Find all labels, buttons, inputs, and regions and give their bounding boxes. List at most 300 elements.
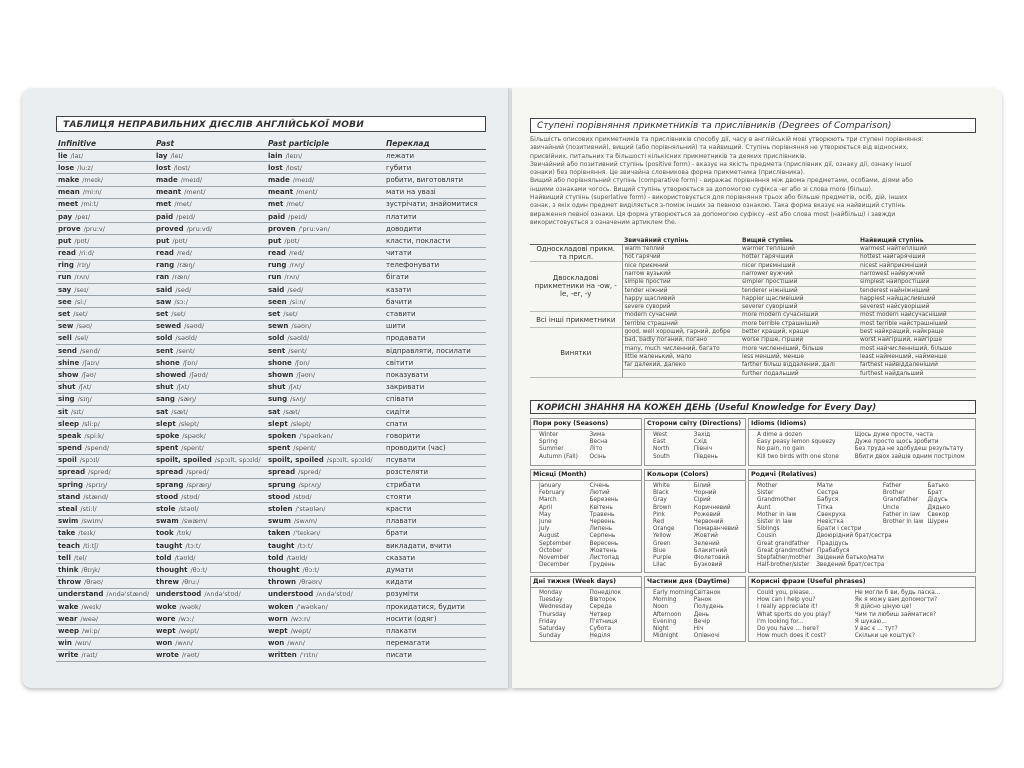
verb-row xyxy=(56,600,486,612)
verb-form-cell xyxy=(56,393,154,405)
intro-line: ознаки) без порівняння. Це звичайна словникова форма прикметника (прислівника). xyxy=(530,169,805,177)
degree-cell: tender ніжний xyxy=(622,286,740,294)
ukrainian-term: Сестра xyxy=(817,490,839,497)
verb-form-cell xyxy=(266,503,384,515)
degree-cell: happiest найщасливіший xyxy=(858,295,976,303)
verb-form: sent xyxy=(268,346,286,355)
verb-form-cell xyxy=(154,442,266,454)
transcription: /sti:l/ xyxy=(80,505,97,514)
english-term: Sister in law xyxy=(757,519,793,526)
verb-form-cell xyxy=(266,418,384,430)
header-infinitive: Infinitive xyxy=(56,138,154,150)
transcription: /stəʊl/ xyxy=(178,505,199,514)
ukrainian-term: Бабуся xyxy=(817,497,839,504)
verb-form-cell xyxy=(266,369,384,381)
english-term: How much does it cost? xyxy=(757,633,826,640)
verb-form-cell xyxy=(266,210,384,222)
english-term: Aunt xyxy=(757,504,771,511)
ukrainian-term: Щось дуже просте, часта xyxy=(854,432,934,438)
left-page xyxy=(22,88,510,688)
verb-form-cell xyxy=(56,540,154,552)
verb-form-cell xyxy=(154,405,266,417)
verb-form: stand xyxy=(58,492,81,501)
verb-row xyxy=(56,308,486,320)
header-past-participle: Past participle xyxy=(266,138,384,150)
verb-form: sat xyxy=(156,407,169,416)
degrees-header-comparative: Вищий ступінь xyxy=(740,236,858,245)
verb-form-cell xyxy=(266,320,384,332)
ukrainian-term xyxy=(928,555,972,562)
verb-form: sewed xyxy=(156,322,182,331)
knowledge-title: КОРИСНІ ЗНАННЯ НА КОЖЕН ДЕНЬ (Useful Knowledge for Every Day) xyxy=(530,400,976,414)
degree-cell: narrow вузький xyxy=(622,270,740,278)
ukrainian-term: Грудень xyxy=(589,562,615,569)
transcription: /ʌndə'stʊd/ xyxy=(204,590,241,599)
ukrainian-term: Жовтий xyxy=(693,533,718,540)
verb-form: win xyxy=(58,639,72,648)
degree-cell: better кращий, краще xyxy=(740,328,858,336)
translation-cell: говорити xyxy=(384,430,486,442)
degree-cell: more численніший, більше xyxy=(740,344,858,352)
verb-form: weep xyxy=(58,626,79,635)
translation-cell: носити (одяг) xyxy=(384,613,486,625)
verb-form: meant xyxy=(156,188,182,197)
ukrainian-term: Весна xyxy=(589,439,608,446)
verb-form: set xyxy=(156,310,169,319)
verb-form: spoil xyxy=(58,456,77,465)
colors-item xyxy=(653,562,742,569)
verb-form: shut xyxy=(156,383,174,392)
english-term: Blue xyxy=(653,547,666,554)
verb-form: met xyxy=(156,200,172,209)
degree-row xyxy=(530,262,976,270)
english-term: I really appreciate it! xyxy=(757,604,818,611)
degree-cell: simplest найпростіший xyxy=(858,278,976,286)
transcription: /pʊt/ xyxy=(284,236,300,245)
relatives-box xyxy=(748,469,976,573)
ukrainian-term: Ранок xyxy=(693,597,712,604)
verb-form-cell xyxy=(154,296,266,308)
ukrainian-term: Травень xyxy=(589,511,615,518)
verb-form: tell xyxy=(58,553,71,562)
transcription: /spɔɪlt, spɔɪld/ xyxy=(214,456,261,465)
verb-form-cell xyxy=(154,625,266,637)
verb-row xyxy=(56,588,486,600)
transcription: /ʌndə'stʊd/ xyxy=(316,590,353,599)
relatives-item xyxy=(757,497,972,504)
transcription: /spəʊk/ xyxy=(182,431,206,440)
verb-form: see xyxy=(58,297,72,306)
transcription: /səʊd/ xyxy=(184,322,205,331)
verb-form-cell xyxy=(56,564,154,576)
transcription: /spræŋ/ xyxy=(186,480,212,489)
verb-form: spoken xyxy=(268,431,297,440)
verb-form-cell xyxy=(56,381,154,393)
verb-form-cell xyxy=(266,625,384,637)
verb-form: steal xyxy=(58,505,78,514)
transcription: /met/ xyxy=(286,200,304,209)
transcription: /'wəʊkən/ xyxy=(296,602,328,611)
ukrainian-term: Тітка xyxy=(817,504,833,511)
ukrainian-term: Південь xyxy=(693,453,718,460)
degree-cell: further подальший xyxy=(740,369,858,377)
months-item xyxy=(539,490,638,497)
ukrainian-term: Вечір xyxy=(693,618,711,625)
english-term: March xyxy=(539,497,557,504)
verb-form-cell xyxy=(154,649,266,661)
english-term: Orange xyxy=(653,526,675,533)
transcription: /stʊd/ xyxy=(293,492,312,501)
verb-form-cell xyxy=(154,308,266,320)
english-term: Noon xyxy=(653,604,669,611)
ukrainian-term: Прадідусь xyxy=(817,540,849,547)
verbs-header-row xyxy=(56,138,486,150)
colors-item xyxy=(653,505,742,512)
verb-form-cell xyxy=(56,479,154,491)
transcription: /wept/ xyxy=(290,626,311,635)
english-term: Tuesday xyxy=(539,597,563,604)
ukrainian-term: П'ятниця xyxy=(589,618,618,625)
transcription: /ti:tʃ/ xyxy=(82,541,99,550)
header-translation: Переклад xyxy=(384,138,486,150)
transcription: /sed/ xyxy=(175,285,192,294)
translation-cell: робити, виготовляти xyxy=(384,174,486,186)
verb-form: spread xyxy=(156,468,184,477)
degree-cell xyxy=(622,369,740,377)
verb-form-cell xyxy=(154,174,266,186)
verb-form-cell xyxy=(56,442,154,454)
verb-form: written xyxy=(268,651,297,660)
english-term: Half-brother/sister xyxy=(757,562,810,569)
transcription: /slept/ xyxy=(178,419,199,428)
english-term: Brown xyxy=(653,504,672,511)
verb-form: taken xyxy=(268,529,291,538)
verb-form-cell xyxy=(154,162,266,174)
translation-cell: сидіти xyxy=(384,405,486,417)
verb-form: spend xyxy=(58,444,82,453)
verb-form-cell xyxy=(154,418,266,430)
translation-cell: закривати xyxy=(384,381,486,393)
daytime-item xyxy=(653,633,742,640)
phrases-item xyxy=(757,590,972,597)
ukrainian-term: Білий xyxy=(693,483,711,489)
translation-cell: світити xyxy=(384,357,486,369)
intro-line: Найвищий ступінь (superlative form) - використовується для порівняння трьох або більше предметів, осіб, дій, інших xyxy=(530,194,908,202)
ukrainian-term: Липень xyxy=(589,526,613,533)
transcription: /spent/ xyxy=(293,444,316,453)
verb-form: thought xyxy=(156,565,188,574)
degree-cell: severest найсуворіший xyxy=(858,303,976,311)
transcription: /ʃɒn/ xyxy=(294,358,310,367)
transcription: /leɪ/ xyxy=(170,151,184,160)
verb-form: show xyxy=(58,370,79,379)
ukrainian-term: Шурин xyxy=(927,519,949,526)
ukrainian-term: Мати xyxy=(817,483,833,489)
verb-form-cell xyxy=(266,491,384,503)
transcription: /pru:v/ xyxy=(83,224,105,233)
verb-row xyxy=(56,320,486,332)
ukrainian-term: Схід xyxy=(693,439,707,446)
ukrainian-term xyxy=(927,526,972,533)
degree-cell: nice приємний xyxy=(622,262,740,270)
english-term: Spring xyxy=(539,439,558,446)
translation-cell: стояти xyxy=(384,491,486,503)
verb-form-cell xyxy=(56,296,154,308)
verb-form: spread xyxy=(58,468,86,477)
verb-form-cell xyxy=(154,320,266,332)
verb-form-cell xyxy=(266,540,384,552)
verb-form-cell xyxy=(266,527,384,539)
verb-form-cell xyxy=(266,174,384,186)
verb-form: rang xyxy=(156,261,175,270)
translation-cell: зустрічати; знайомитися xyxy=(384,198,486,210)
verb-form: shone xyxy=(268,358,292,367)
verb-form-cell xyxy=(266,515,384,527)
transcription: /θrəʊn/ xyxy=(299,578,323,587)
transcription: /θrəʊ/ xyxy=(84,578,104,587)
translation-cell: ставити xyxy=(384,308,486,320)
translation-cell: показувати xyxy=(384,369,486,381)
translation-cell: бачити xyxy=(384,296,486,308)
verb-form: rung xyxy=(268,261,287,270)
relatives-item xyxy=(757,505,972,512)
verb-form: spoilt, spoiled xyxy=(268,456,324,465)
weekdays-box xyxy=(530,576,642,642)
verb-row xyxy=(56,357,486,369)
verb-form: paid xyxy=(268,212,286,221)
verb-row xyxy=(56,613,486,625)
verb-form: put xyxy=(58,236,72,245)
degree-cell: worse гірше, гірший xyxy=(740,336,858,344)
ukrainian-term: Ніч xyxy=(693,626,704,633)
transcription: /rɪŋ/ xyxy=(76,261,91,270)
degrees-title: Ступені порівняння прикметників та прислівників (Degrees of Comparison) xyxy=(530,118,976,133)
verb-form-cell xyxy=(56,600,154,612)
ukrainian-term: Субота xyxy=(589,626,611,633)
english-term: Kill two birds with one stone xyxy=(757,453,839,460)
verb-row xyxy=(56,418,486,430)
verb-form: sing xyxy=(58,395,75,404)
transcription: /wəʊk/ xyxy=(179,602,201,611)
transcription: /ment/ xyxy=(184,188,206,197)
transcription: /ʃʌt/ xyxy=(78,383,92,392)
verb-form: sew xyxy=(58,322,74,331)
verb-form-cell xyxy=(266,649,384,661)
translation-cell: продавати xyxy=(384,332,486,344)
transcription: /spi:k/ xyxy=(84,431,104,440)
verb-row xyxy=(56,186,486,198)
ukrainian-term: Вівторок xyxy=(589,597,617,604)
translation-cell: плакати xyxy=(384,625,486,637)
verb-form-cell xyxy=(56,369,154,381)
english-term: Purple xyxy=(653,555,672,562)
english-term: Thursday xyxy=(539,611,566,618)
directions-box-title: Сторони світу (Directions) xyxy=(645,419,745,430)
degrees-intro xyxy=(530,136,976,227)
verb-form-cell xyxy=(266,454,384,466)
transcription: /ri:d/ xyxy=(78,249,95,258)
english-term: Cousin xyxy=(757,533,777,540)
verb-form-cell xyxy=(56,271,154,283)
verb-form: run xyxy=(58,273,72,282)
verb-row xyxy=(56,284,486,296)
idioms-box-title: Idioms (Idioms) xyxy=(749,419,975,430)
english-term: Evening xyxy=(653,618,677,625)
english-term: Grandmother xyxy=(757,497,796,504)
ukrainian-term: Брат xyxy=(927,490,943,497)
idioms-item xyxy=(757,439,972,446)
ukrainian-term: Брати і сестри xyxy=(817,526,862,533)
transcription: /wɪn/ xyxy=(74,639,92,648)
verb-form: seen xyxy=(268,297,287,306)
english-term: Morning xyxy=(653,597,677,604)
months-item xyxy=(539,497,638,504)
verb-form: shown xyxy=(268,370,294,379)
transcription: /si:n/ xyxy=(289,297,306,306)
verb-form: made xyxy=(268,175,290,184)
verb-form-cell xyxy=(266,613,384,625)
phrases-box-title: Корисні фрази (Useful phrases) xyxy=(749,577,975,588)
verb-form: shut xyxy=(268,383,286,392)
english-term: East xyxy=(653,439,666,446)
verb-form: lie xyxy=(58,151,68,160)
transcription: /weə/ xyxy=(80,614,99,623)
verb-form: throw xyxy=(58,578,82,587)
verb-form: thought xyxy=(268,565,300,574)
transcription: /swɪm/ xyxy=(81,517,104,526)
phrases-item xyxy=(757,626,972,633)
ukrainian-term: Свекруха xyxy=(817,511,846,518)
verb-row xyxy=(56,174,486,186)
verb-form-cell xyxy=(56,491,154,503)
colors-box-title: Кольори (Colors) xyxy=(645,470,745,481)
irregular-verbs-table xyxy=(56,138,486,662)
verb-form-cell xyxy=(154,637,266,649)
ukrainian-term: Батько xyxy=(927,483,949,489)
english-term: Wednesday xyxy=(539,604,573,611)
verb-form: teach xyxy=(58,541,80,550)
transcription: /səʊld/ xyxy=(175,334,198,343)
verb-form: slept xyxy=(268,419,288,428)
verb-form: understood xyxy=(268,590,314,599)
verb-form-cell xyxy=(154,235,266,247)
english-term: January xyxy=(539,483,561,489)
degree-cell: nicer приємніший xyxy=(740,262,858,270)
verb-row xyxy=(56,223,486,235)
ukrainian-term xyxy=(928,562,972,569)
ukrainian-term: Я шукаю... xyxy=(854,618,887,625)
verb-form-cell xyxy=(154,259,266,271)
verb-form-cell xyxy=(154,393,266,405)
verb-form: read xyxy=(268,249,286,258)
transcription: /spred/ xyxy=(88,468,111,477)
verb-form-cell xyxy=(266,564,384,576)
degree-cell: bad, badly поганий, погано xyxy=(622,336,740,344)
ukrainian-term: Двоюрідний брат/сестра xyxy=(816,533,892,540)
transcription: /mi:n/ xyxy=(82,188,102,197)
idioms-item xyxy=(757,454,972,461)
verb-form-cell xyxy=(154,564,266,576)
transcription: /wi:p/ xyxy=(81,626,100,635)
english-term: Easy peasy lemon squeezy xyxy=(757,439,836,446)
verb-form-cell xyxy=(154,600,266,612)
degrees-table xyxy=(530,236,976,378)
verb-form: write xyxy=(58,651,79,660)
english-term: Gray xyxy=(653,497,667,504)
transcription: /ment/ xyxy=(296,188,318,197)
degree-cell: more modern сучасніший xyxy=(740,311,858,319)
verb-row xyxy=(56,162,486,174)
english-term: February xyxy=(539,490,565,497)
ukrainian-term: Невістка xyxy=(817,519,844,526)
verb-form: spring xyxy=(58,480,84,489)
relatives-item xyxy=(757,562,972,569)
verb-form: proven xyxy=(268,224,296,233)
transcription: /sæt/ xyxy=(171,407,188,416)
verb-form: stood xyxy=(156,492,179,501)
transcription: /ræŋ/ xyxy=(177,261,195,270)
translation-cell: красти xyxy=(384,503,486,515)
transcription: /stænd/ xyxy=(83,492,109,501)
relatives-item xyxy=(757,548,972,555)
english-term: Could you, please... xyxy=(757,590,815,596)
degrees-header-positive: Звичайний ступінь xyxy=(622,236,740,245)
verb-form-cell xyxy=(56,320,154,332)
verb-row xyxy=(56,491,486,503)
english-term: Pink xyxy=(653,511,666,518)
verb-form-cell xyxy=(56,210,154,222)
verb-form: stood xyxy=(268,492,291,501)
english-term: Lilac xyxy=(653,562,667,569)
months-item xyxy=(539,548,638,555)
english-term: October xyxy=(539,547,563,554)
verb-form: lain xyxy=(268,151,283,160)
verb-form-cell xyxy=(56,552,154,564)
verb-row xyxy=(56,210,486,222)
verb-form-cell xyxy=(266,198,384,210)
verb-form: put xyxy=(156,236,170,245)
transcription: /spred/ xyxy=(186,468,209,477)
verb-form-cell xyxy=(56,308,154,320)
verb-form-cell xyxy=(56,186,154,198)
english-term: Father in law xyxy=(882,511,921,518)
verb-form-cell xyxy=(56,430,154,442)
verb-form: showed xyxy=(156,370,187,379)
verb-form: taught xyxy=(156,541,183,550)
degree-cell: little маленький, мало xyxy=(622,353,740,361)
verb-form-cell xyxy=(154,479,266,491)
verb-form: woke xyxy=(156,602,177,611)
colors-item xyxy=(653,533,742,540)
verb-form-cell xyxy=(154,454,266,466)
verb-form-cell xyxy=(56,515,154,527)
degree-group-label: Всі інші прикметники xyxy=(530,311,622,328)
verb-form-cell xyxy=(56,198,154,210)
verb-form: wept xyxy=(268,626,288,635)
translation-cell: відправляти, посилати xyxy=(384,345,486,357)
translation-cell: проводити (час) xyxy=(384,442,486,454)
degree-cell: farthest найвіддаленіший xyxy=(858,361,976,369)
ukrainian-term: Світанок xyxy=(693,590,721,596)
verb-form-cell xyxy=(266,588,384,600)
translation-cell: писати xyxy=(384,649,486,661)
intro-line: присвійних, питальних та більшості кількісних прикметників та деяких прислівників. xyxy=(530,152,807,160)
transcription: /pru:vd/ xyxy=(186,224,213,233)
transcription: /ʃʌt/ xyxy=(288,383,302,392)
translation-cell: викладати, вчити xyxy=(384,540,486,552)
verb-row xyxy=(56,637,486,649)
verb-form-cell xyxy=(266,637,384,649)
